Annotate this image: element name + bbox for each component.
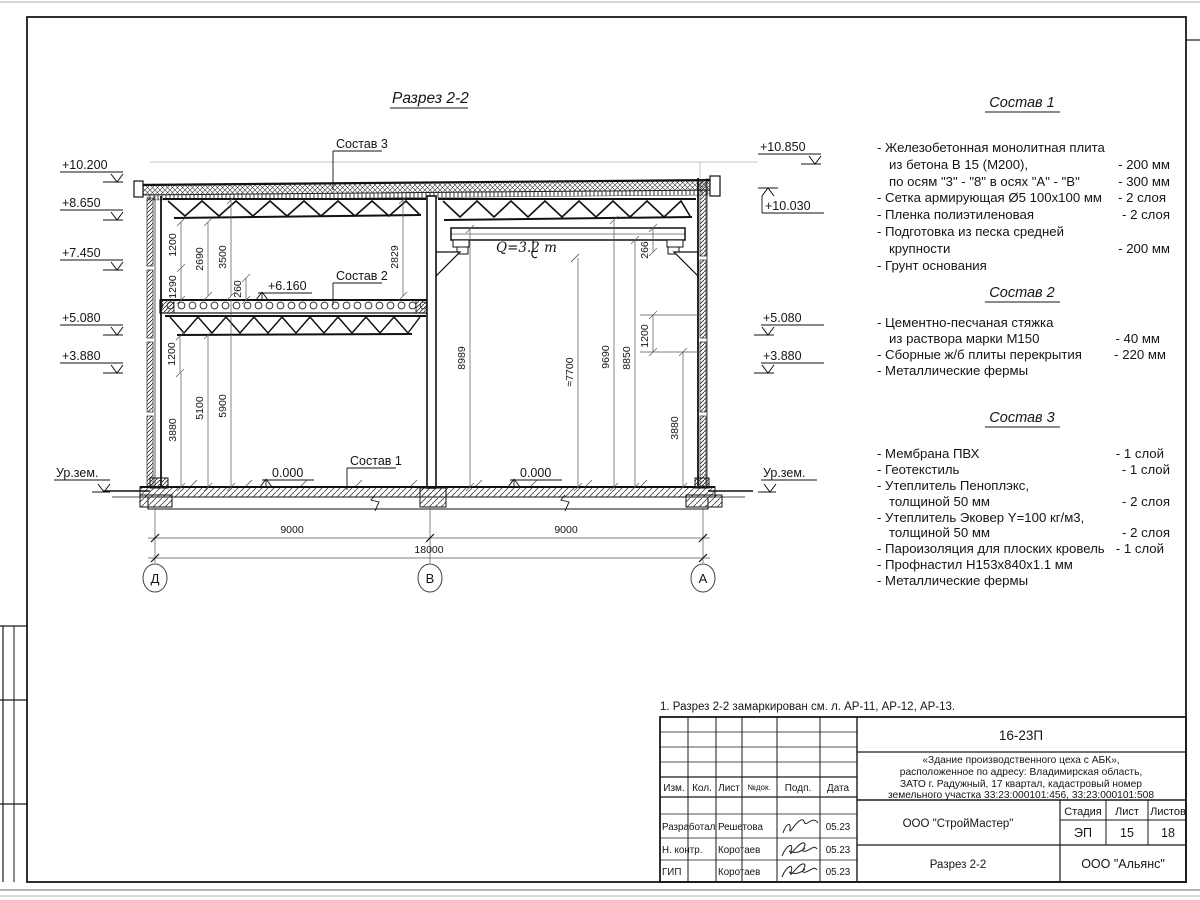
dim-260: 260: [232, 280, 244, 298]
dim-9690: 9690: [600, 345, 612, 369]
dim-span-right: 9000: [554, 524, 578, 536]
elev-10200: +10.200: [62, 158, 108, 172]
spec3-row-value: - 1 слой: [1121, 462, 1170, 477]
section-view: [54, 90, 824, 592]
roof-truss-left: [163, 199, 426, 218]
tb-org-customer: ООО "Альянс": [1081, 857, 1165, 871]
tb-org-designer: ООО "СтройМастер": [902, 818, 1014, 830]
dim-span-left: 9000: [280, 524, 304, 536]
wall-left: [147, 196, 161, 488]
elev-3880-left: +3.880: [62, 349, 101, 363]
dim-1290: 1290: [167, 275, 179, 299]
roof: [134, 162, 758, 200]
tb-name-ncontrol: Коротаев: [718, 845, 761, 856]
spec1-row-value: - 2 слоя: [1118, 190, 1166, 205]
dim-7700: ≈7700: [564, 357, 576, 387]
spec1-row-text: - Подготовка из песка средней: [877, 224, 1064, 239]
tb-date-ncontrol: 05.23: [825, 845, 851, 856]
tb-name-developer: Решетова: [718, 822, 763, 833]
elev-5080-right: +5.080: [763, 311, 802, 325]
roof-truss-right: [438, 199, 696, 220]
dim-2690: 2690: [194, 247, 206, 271]
dim-8850: 8850: [621, 346, 633, 370]
tb-drawing-name: Разрез 2-2: [929, 859, 987, 871]
dim-3500: 3500: [217, 245, 229, 269]
titleblock: [660, 701, 1186, 882]
spec2-row-value: - 220 мм: [1114, 347, 1166, 362]
spec3-row-text: - Мембрана ПВХ: [877, 446, 980, 461]
level-0000-left: 0.000: [272, 466, 304, 480]
dim-total: 18000: [414, 544, 444, 556]
dim-1200b: 1200: [166, 342, 178, 366]
mezzanine-floor: [160, 300, 430, 335]
tb-role-developer: Разработал: [662, 822, 716, 833]
elev-3880-right: +3.880: [763, 349, 802, 363]
elev-7450: +7.450: [62, 246, 101, 260]
spec2-row-text: - Цементно-песчаная стяжка: [877, 315, 1054, 330]
spec1-title: Состав 1: [989, 95, 1055, 111]
dim-8989: 8989: [456, 346, 468, 370]
sostav1-label: Состав 1: [350, 454, 402, 468]
dim-3880a: 3880: [167, 418, 179, 442]
spec1-row-value: - 300 мм: [1118, 174, 1170, 189]
spec1-row-text: - Грунт основания: [877, 258, 987, 273]
spec1-row-value: - 2 слоя: [1122, 207, 1170, 222]
tb-project-line4: земельного участка 33:23:000101:456, 33:23:000101:508: [887, 790, 1155, 801]
spec3-row-value: - 1 слой: [1115, 446, 1164, 461]
tb-header-sheets: Листов: [1150, 806, 1186, 818]
signature-ncontrol: [782, 843, 817, 856]
tb-project-line1: «Здание производственного цеха с АБК»,: [922, 755, 1120, 766]
spec1-row-value: - 200 мм: [1118, 157, 1170, 172]
tb-header-podp: Подп.: [784, 783, 812, 794]
dim-2829: 2829: [389, 245, 401, 269]
spec2-title: Состав 2: [989, 285, 1055, 301]
axis-bubble-a: А: [698, 571, 708, 586]
tb-date-gip: 05.23: [825, 867, 851, 878]
dim-266: 266: [639, 241, 651, 259]
spec3-row-text: толщиной 50 мм: [889, 494, 990, 509]
dim-1200a: 1200: [167, 233, 179, 257]
tb-sheet-value: 15: [1120, 826, 1134, 840]
tb-stage-value: ЭП: [1074, 826, 1092, 840]
tb-header-kol: Кол.: [692, 783, 712, 794]
spec2-row-text: - Сборные ж/б плиты перекрытия: [877, 347, 1082, 362]
elev-8650: +8.650: [62, 196, 101, 210]
spec3-row-value: - 1 слой: [1115, 541, 1164, 556]
spec3-row-value: - 2 слоя: [1122, 494, 1170, 509]
tb-sheets-value: 18: [1161, 826, 1175, 840]
section-title: Разрез 2-2: [392, 90, 469, 107]
axis-bubble-d: Д: [150, 571, 160, 586]
elevation-marks-left: [54, 158, 123, 492]
bottom-dimensions: [143, 508, 715, 592]
spec3-row-text: - Профнастил Н153х840х1.1 мм: [877, 557, 1073, 572]
tb-role-ncontrol: Н. контр.: [662, 845, 703, 856]
tb-header-list: Лист: [718, 783, 740, 794]
tb-header-sheet: Лист: [1115, 806, 1139, 818]
spec-lists: [877, 95, 1170, 588]
tb-header-ndok: №док.: [747, 783, 771, 792]
tb-name-gip: Коротаев: [718, 867, 761, 878]
tb-header-data: Дата: [826, 783, 850, 794]
tb-project-line2: расположенное по адресу: Владимирская область,: [899, 767, 1143, 778]
elev-10850: +10.850: [760, 140, 806, 154]
column-middle: [427, 196, 436, 488]
dim-3880b: 3880: [669, 416, 681, 440]
spec3-row-value: - 2 слоя: [1122, 525, 1170, 540]
tb-header-izm: Изм.: [663, 783, 685, 794]
spec2-row-text: из раствора марки М150: [889, 331, 1040, 346]
level-6160: +6.160: [268, 279, 307, 293]
tb-role-gip: ГИП: [662, 867, 682, 878]
dim-1200c: 1200: [639, 324, 651, 348]
ground-level-right: Ур.зем.: [763, 466, 806, 480]
dim-5100: 5100: [194, 396, 206, 420]
tb-doc-number: 16-23П: [998, 728, 1044, 743]
spec1-row-text: - Железобетонная монолитная плита: [877, 140, 1105, 155]
tb-header-stage: Стадия: [1064, 806, 1102, 818]
wall-right: [698, 178, 707, 488]
spec1-row-text: по осям "3" - "8" в осях "А" - "В": [889, 174, 1080, 189]
spec3-title: Состав 3: [989, 410, 1055, 426]
spec3-row-text: - Геотекстиль: [877, 462, 960, 477]
spec1-row-text: - Сетка армирующая Ø5 100х100 мм: [877, 190, 1102, 205]
sheet-note: 1. Разрез 2-2 замаркирован см. л. АР-11, АР-12, АР-13.: [660, 701, 956, 713]
axis-bubble-v: В: [425, 571, 435, 586]
sostav2-label: Состав 2: [336, 269, 388, 283]
spec1-row-value: - 200 мм: [1118, 241, 1170, 256]
spec1-row-text: - Пленка полиэтиленовая: [877, 207, 1034, 222]
spec3-row-text: - Утеплитель Пеноплэкс,: [877, 478, 1030, 493]
ground-level-left: Ур.зем.: [56, 466, 99, 480]
signature-developer: [783, 820, 818, 833]
sostav3-label: Состав 3: [336, 137, 388, 151]
spec3-row-text: толщиной 50 мм: [889, 525, 990, 540]
signature-gip: [782, 864, 817, 877]
elev-10030: +10.030: [765, 199, 811, 213]
dimension-texts: [166, 233, 681, 442]
elev-5080-left: +5.080: [62, 311, 101, 325]
spec1-row-text: крупности: [889, 241, 951, 256]
spec2-row-value: - 40 мм: [1115, 331, 1160, 346]
spec3-row-text: - Металлические фермы: [877, 573, 1029, 588]
level-0000-right: 0.000: [520, 466, 552, 480]
spec1-row-text: из бетона В 15 (М200),: [889, 157, 1029, 172]
crane-capacity-label: Q=3.2 т: [496, 240, 557, 256]
tb-date-developer: 05.23: [825, 822, 851, 833]
spec3-row-text: - Утеплитель Эковер Y=100 кг/м3,: [877, 510, 1085, 525]
crane-beam: [436, 228, 698, 276]
elevation-marks-right: [754, 140, 824, 492]
spec3-row-text: - Пароизоляция для плоских кровель: [877, 541, 1105, 556]
tb-project-line3: ЗАТО г. Радужный, 17 квартал, кадастровый номер: [900, 779, 1142, 790]
spec2-row-text: - Металлические фермы: [877, 363, 1029, 378]
dim-5900: 5900: [217, 394, 229, 418]
